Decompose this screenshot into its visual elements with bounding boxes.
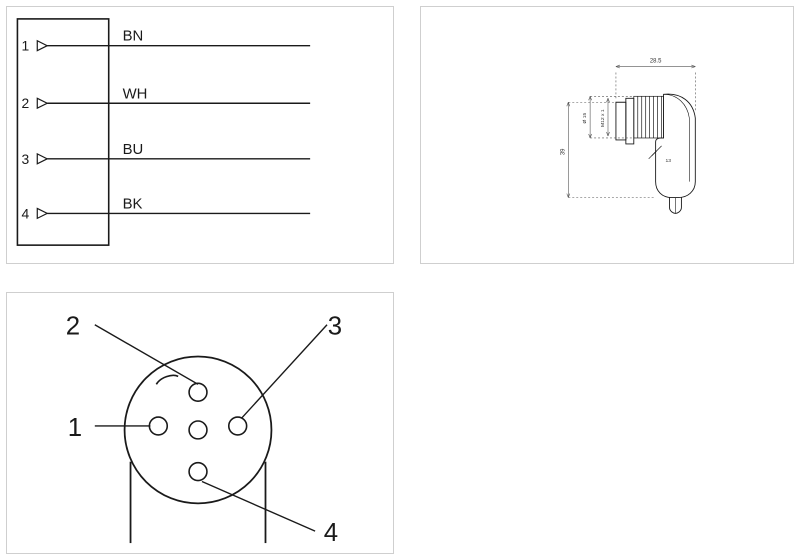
pin-hole-center [189, 421, 207, 439]
pin-number-1: 1 [21, 37, 30, 54]
wire-row-1 [22, 29, 311, 54]
dimension-label-thread: M12 x 1 [601, 109, 607, 127]
pin-hole-4 [189, 463, 207, 481]
pin-hole-1 [149, 417, 167, 435]
pin-assignment-svg [7, 293, 393, 553]
dimension-lines [567, 65, 695, 197]
callout-number-2: 2 [65, 312, 81, 341]
pin-number-2: 2 [21, 95, 30, 112]
pin-arrow-icon [37, 98, 47, 108]
wire-label-4: BK [122, 196, 143, 213]
dimension-label-height: 39 [560, 148, 567, 156]
callout-number-4: 4 [323, 519, 339, 548]
pin-assignment-panel [6, 292, 394, 554]
wire-label-2: WH [122, 86, 148, 103]
cable-entry-collar [616, 102, 626, 140]
pin-hole-3 [229, 417, 247, 435]
pin-arrow-icon [37, 208, 47, 218]
pin-number-4: 4 [21, 205, 30, 222]
dimension-label-diameter: Ø 15 [583, 112, 589, 124]
pin-number-3: 3 [21, 150, 30, 167]
wiring-diagram-svg [7, 7, 393, 263]
wire-label-3: BU [122, 141, 144, 158]
pin-arrow-icon [37, 154, 47, 164]
pin-arrow-icon [37, 41, 47, 51]
connector-body-outline [17, 19, 108, 245]
pin-hole-2 [189, 383, 207, 401]
connector-outline [616, 94, 695, 213]
dimension-drawing-panel [420, 6, 794, 264]
wire-row-4 [22, 196, 311, 221]
dimension-drawing-svg [421, 7, 793, 263]
knurled-nut [634, 96, 664, 138]
wiring-diagram-panel [6, 6, 394, 264]
wire-row-2 [22, 86, 311, 111]
wire-label-1: BN [122, 28, 144, 45]
callout-number-3: 3 [327, 312, 343, 341]
keyway-slot [156, 375, 178, 384]
dimension-label-cable-diameter: 13 [665, 158, 672, 164]
wire-row-3 [22, 142, 311, 167]
dimension-label-length: 28.5 [649, 58, 662, 65]
callout-number-1: 1 [67, 413, 83, 442]
coupling-body [626, 98, 634, 144]
housing-highlight [664, 94, 690, 181]
